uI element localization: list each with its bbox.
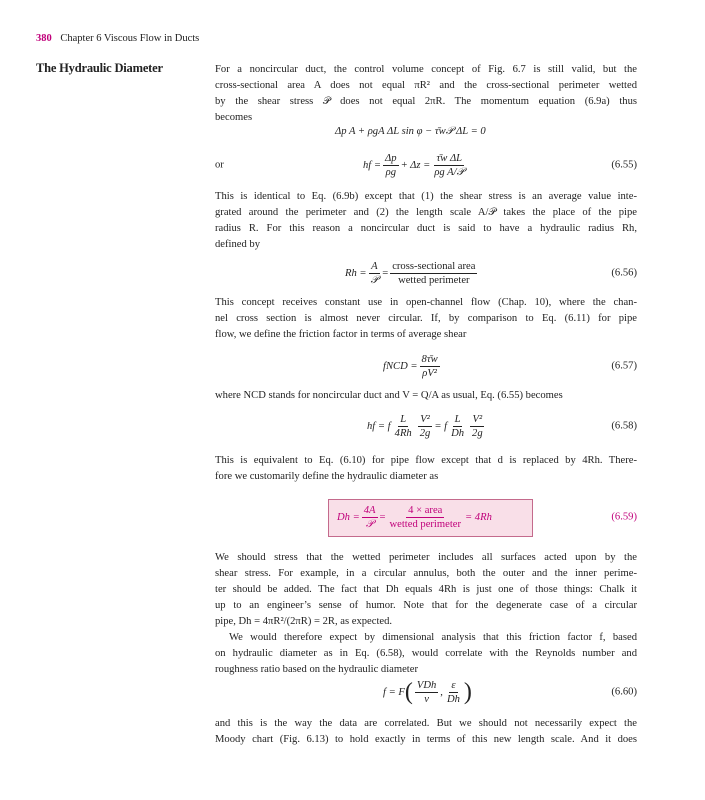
paragraph-7: We would therefore expect by dimensional analysis that this friction factor f, based on hydraulic diameter as in Eq. (6.58), would correlate with the Reynolds number and roughness ratio based on the hydraulic diameter	[215, 632, 637, 675]
paragraph-5: This is equivalent to Eq. (6.10) for pipe flow except that d is replaced by 4Rh. There- fore we customarily define the hydraulic diameter as	[215, 455, 637, 482]
section-title: The Hydraulic Diameter	[36, 61, 163, 75]
equation-number: (6.59)	[611, 511, 637, 523]
paragraph-6: We should stress that the wetted perimeter includes all surfaces acted upon by the shear stress. For example, in a circular annulus, both the outer and the inner perime- ter should be added. The fact that Dh equals 4Rh is just one of those things: Chalk it up to an engineer’s sense of humor. Note that for the degenerate case of a circular pipe, Dh = 4πR²/(2πR) = 2R, as expected.	[215, 552, 637, 627]
equation-6-57: fNCD = $\frac{8\taūw}{\text{ρV²}}$ (6.57)	[383, 353, 637, 379]
paragraph-1: For a noncircular duct, the control volume concept of Fig. 6.7 is still valid, but the cross-sectional area A does not equal πR² and the cross-sectional perimeter wetted by the shear stress 𝒫 does not equal 2πR. The momentum equation (6.9a) thus becomes	[215, 64, 637, 123]
equation-number: (6.58)	[611, 420, 637, 432]
equation-number: (6.60)	[611, 686, 637, 698]
paragraph-4: where NCD stands for noncircular duct and V = Q/A as usual, Eq. (6.55) becomes	[215, 390, 563, 401]
equation-momentum: Δp A + ρgA ΔL sin φ − τ̄w𝒫 ΔL = 0	[335, 126, 486, 137]
equation-6-56: Rh = $\frac{A}{\text{𝒫}}$ = $\frac{\text{cross-sectional area}}{\text{wetted perimeter}}$ (6.56)	[345, 260, 637, 286]
page-number: 380	[36, 33, 52, 44]
equation-number: (6.55)	[611, 159, 637, 171]
or-label: or	[215, 159, 224, 171]
running-header	[36, 33, 199, 44]
equation-number: (6.57)	[611, 360, 637, 372]
chapter-title: Chapter 6 Viscous Flow in Ducts	[60, 33, 200, 44]
equation-6-55: or hf = $\frac{\Delta p}{\rho g}$ + Δz = $\frac{\text{τ̄w ΔL}}{\text{ρg A/𝒫}}$ (6.55)	[215, 152, 637, 178]
equation-number: (6.56)	[611, 267, 637, 279]
paragraph-8: and this is the way the data are correlated. But we should not necessarily expect the Moody chart (Fig. 6.13) to hold exactly in terms of this new length scale. And it does	[215, 718, 637, 745]
paragraph-2: This is identical to Eq. (6.9b) except that (1) the shear stress is an average value inte- grated around the perimeter and (2) the length scale A/𝒫 takes the place of the pipe radius R. For this reason a noncircular duct is said to have a hydraulic radius Rh, defined by	[215, 191, 637, 250]
equation-6-59: Dh = $\frac{4A}{\text{𝒫}}$ = $\frac{\text{4 × area}}{\text{wetted perimeter}}$ = 4Rh (6.59)	[337, 504, 637, 530]
equation-6-58: hf = f $\frac{L}{4Rh}$ $\frac{\text{V²}}{2g}$ = f $\frac{L}{Dh}$ $\frac{\text{V²}}{2g}$ (6.58)	[367, 413, 637, 439]
paragraph-3: This concept receives constant use in open-channel flow (Chap. 10), where the chan- nel cross section is almost never circular. If, by comparison to Eq. (6.11) for pipe flow, we define the friction factor in terms of average shear	[215, 297, 637, 340]
equation-6-60: f = F ( $\frac{\text{VDh}}{\nu}$ , $\frac{\varepsilon}{Dh}$ ) (6.60)	[383, 679, 637, 705]
